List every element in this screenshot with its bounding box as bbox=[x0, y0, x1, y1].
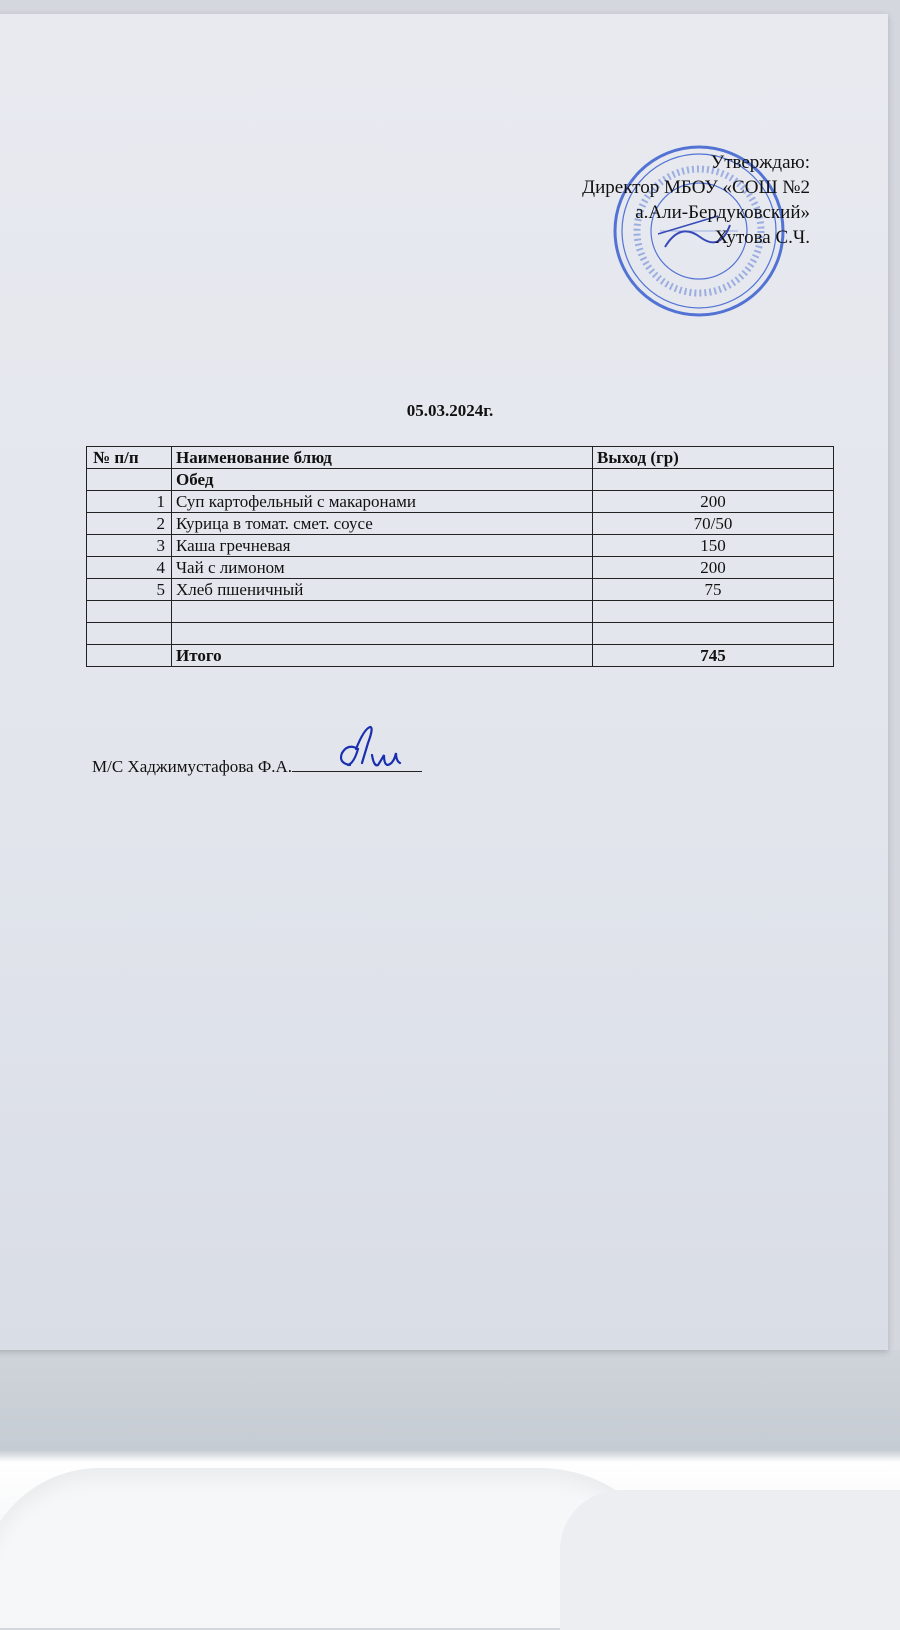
row-qty: 200 bbox=[593, 557, 834, 579]
table-header-row bbox=[87, 447, 834, 469]
row-name: Каша гречневая bbox=[172, 535, 593, 557]
row-name: Чай с лимоном bbox=[172, 557, 593, 579]
row-name: Хлеб пшеничный bbox=[172, 579, 593, 601]
approval-school: а.Али-Бердуковский» bbox=[635, 202, 810, 223]
row-name: Суп картофельный с макаронами bbox=[172, 491, 593, 513]
row-num: 5 bbox=[87, 579, 172, 601]
section-label: Обед bbox=[172, 469, 593, 491]
approval-block bbox=[582, 150, 810, 250]
white-cloth-fold bbox=[560, 1490, 900, 1630]
row-num: 1 bbox=[87, 491, 172, 513]
table-row bbox=[87, 513, 834, 535]
row-qty: 200 bbox=[593, 491, 834, 513]
table-row bbox=[87, 557, 834, 579]
menu-table bbox=[86, 446, 834, 667]
table-row bbox=[87, 579, 834, 601]
total-value: 745 bbox=[593, 645, 834, 667]
header-num: № п/п bbox=[87, 447, 172, 469]
row-num: 3 bbox=[87, 535, 172, 557]
table-row-empty bbox=[87, 623, 834, 645]
document-date: 05.03.2024г. bbox=[406, 401, 494, 420]
row-qty: 150 bbox=[593, 535, 834, 557]
nurse-name: М/С Хаджимустафова Ф.А. bbox=[92, 757, 293, 776]
table-row bbox=[87, 491, 834, 513]
table-total-row bbox=[87, 645, 834, 667]
row-name: Курица в томат. смет. соусе bbox=[172, 513, 593, 535]
header-qty: Выход (гр) bbox=[593, 447, 834, 469]
handwritten-signature-icon bbox=[330, 725, 440, 785]
table-row-empty bbox=[87, 601, 834, 623]
row-num: 2 bbox=[87, 513, 172, 535]
table-section-row bbox=[87, 469, 834, 491]
table-row bbox=[87, 535, 834, 557]
approval-director-name: Хутова С.Ч. bbox=[714, 227, 810, 248]
row-qty: 70/50 bbox=[593, 513, 834, 535]
header-name: Наименование блюд bbox=[172, 447, 593, 469]
total-label: Итого bbox=[172, 645, 593, 667]
approval-position: Директор МБОУ «СОШ №2 bbox=[582, 177, 810, 198]
approval-title: Утверждаю: bbox=[710, 152, 810, 173]
row-num: 4 bbox=[87, 557, 172, 579]
row-qty: 75 bbox=[593, 579, 834, 601]
